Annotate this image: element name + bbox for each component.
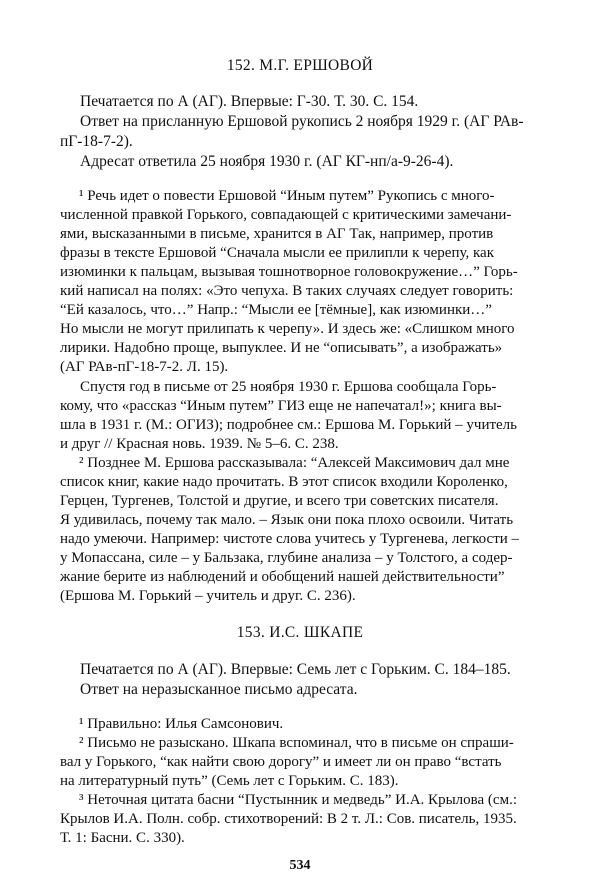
footnote-line: “Ей казалось, что…” Напр.: “Мысли ее [тёмные], как изюминки…” [60,302,492,318]
footnote-line: Герцен, Тургенев, Толстой и другие, и всего три советских писателя. [60,493,499,509]
footnote-line: Спустя год в письме от 25 ноября 1930 г. Ершова сообщала Горь- [80,379,497,395]
text-line: пГ-18-7-2). [60,133,133,150]
text-line: Ответ на неразысканное письмо адресата. [80,681,358,698]
footnote-line: кий написал на полях: «Это чепуха. В таких случаях следует говорить: [60,283,514,299]
footnote-line: Я удивилась, почему так мало. – Язык они пока плохо освоили. Читать [60,512,514,528]
footnote-line: на литературный путь” (Семь лет с Горьким. С. 183). [60,773,399,789]
footnote-line: жание берите из наблюдений и обобщений нашей действительности” [60,569,505,585]
footnote-line: изюминки к пальцам, вызывая тошнотворное головокружение…” Горь- [60,264,518,280]
text-line: Печатается по А (АГ). Впервые: Семь лет с Горьким. С. 184–185. [80,661,511,678]
section-heading: 152. М.Г. ЕРШОВОЙ [226,57,374,74]
footnote-line: лирики. Надобно проще, выпуклее. И не “описывать”, а изображать» [60,340,503,356]
text-line: Адресат ответила 25 ноября 1930 г. (АГ КГ-нп/а-9-26-4). [80,153,454,170]
footnote-line: надо умеючи. Например: чистоте слова учитесь у Тургенева, легкости – [60,531,520,547]
footnote-line: вал у Горького, “как найти свою дорогу” и имеет ли он право “встать [60,754,502,770]
page-number: 534 [289,858,311,873]
footnote-line: и друг // Красная новь. 1939. № 5–6. С. 238. [60,436,339,452]
text-line: Печатается по А (АГ). Впервые: Г-30. Т. 30. С. 154. [80,93,419,110]
footnote-line: Крылов И.А. Полн. собр. стихотворений: В 2 т. Л.: Сов. писатель, 1935. [60,811,517,827]
footnote-line: фразы в тексте Ершовой “Сначала мысли ее прилипли к черепу, как [60,245,494,261]
text-line: Ответ на присланную Ершовой рукопись 2 ноября 1929 г. (АГ РАв- [80,113,524,130]
footnote-line: Но мысли не могут прилипать к черепу». И здесь же: «Слишком много [60,321,515,337]
footnote-line: ² Позднее М. Ершова рассказывала: “Алексей Максимович дал мне [79,455,510,471]
footnote-line: (Ершова М. Горький – учитель и друг. С. 236). [60,588,356,604]
footnote-line: ¹ Правильно: Илья Самсонович. [79,716,284,732]
footnote-line: шла в 1931 г. (М.: ОГИЗ); подробнее см.: Ершова М. Горький – учитель [60,417,518,433]
footnote-line: ³ Неточная цитата басни “Пустынник и медведь” И.А. Крылова (см.: [79,792,517,808]
footnote-line: ¹ Речь идет о повести Ершовой “Иным путем” Рукопись с много- [79,188,495,204]
footnote-line: ² Письмо не разыскано. Шкапа вспоминал, что в письме он спраши- [79,735,514,751]
footnote-line: численной правкой Горького, совпадающей с критическими замечани- [60,207,512,223]
footnote-line: Т. 1: Басни. С. 330). [60,830,185,846]
footnote-line: ями, высказанными в письме, хранится в АГ Так, например, против [60,226,494,242]
footnote-line: список книг, какие надо прочитать. В этот список входили Короленко, [60,474,508,490]
footnote-line: (АГ РАв-пГ-18-7-2. Л. 15). [60,359,229,375]
footnote-line: у Мопассана, силе – у Бальзака, глубине анализа – у Толстого, а содер- [60,550,513,566]
footnote-line: кому, что «рассказ “Иным путем” ГИЗ еще не напечатал!»; книга вы- [60,398,502,414]
section-heading: 153. И.С. ШКАПЕ [236,624,364,641]
